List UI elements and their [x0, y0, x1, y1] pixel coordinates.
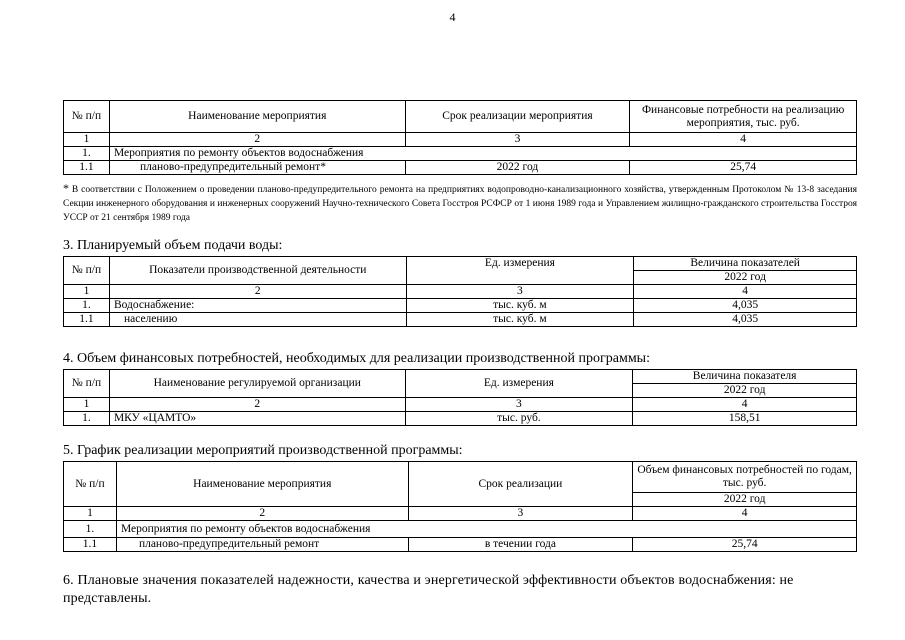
row-name: планово-предупредительный ремонт*	[109, 161, 405, 175]
numbering-cell: 2	[109, 398, 405, 412]
row-value: 25,74	[630, 161, 857, 175]
finance-table	[63, 369, 857, 426]
section-row	[64, 147, 857, 161]
schedule-table	[63, 461, 857, 552]
numbering-cell: 2	[109, 285, 406, 299]
numbering-cell: 3	[405, 398, 633, 412]
row-name: Водоснабжение:	[109, 299, 406, 313]
col-header-value: Величина показателя	[633, 370, 857, 384]
row-value: 4,035	[634, 313, 857, 327]
year-cell: 2022 год	[633, 384, 857, 398]
numbering-cell: 2	[109, 133, 405, 147]
row-unit: тыс. куб. м	[406, 299, 634, 313]
row-name: МКУ «ЦАМТО»	[109, 412, 405, 426]
col-header-finance: Объем финансовых потребностей по годам, тыс. руб.	[633, 462, 857, 493]
col-header-finance: Финансовые потребности на реализацию мероприятия, тыс. руб.	[630, 101, 857, 133]
row-num: 1.1	[64, 538, 117, 552]
table-row	[64, 412, 857, 426]
footnote-star: *	[63, 181, 69, 195]
table-row	[64, 299, 857, 313]
year-cell: 2022 год	[634, 271, 857, 285]
numbering-cell: 4	[633, 507, 857, 521]
row-term: 2022 год	[405, 161, 630, 175]
col-header-name: Наименование мероприятия	[109, 101, 405, 133]
col-header-value: Величина показателей	[634, 257, 857, 271]
col-header-num: № п/п	[64, 462, 117, 507]
numbering-cell: 2	[116, 507, 408, 521]
row-term: в течении года	[408, 538, 633, 552]
row-name: планово-предупредительный ремонт	[116, 538, 408, 552]
numbering-row	[64, 398, 857, 412]
table-row	[64, 313, 857, 327]
row-unit: тыс. куб. м	[406, 313, 634, 327]
table-row	[64, 161, 857, 175]
row-num: 1.	[64, 412, 110, 426]
section-title: Мероприятия по ремонту объектов водоснабжения	[116, 521, 856, 538]
col-header-term: Срок реализации мероприятия	[405, 101, 630, 133]
numbering-cell: 3	[406, 285, 634, 299]
numbering-cell: 4	[634, 285, 857, 299]
numbering-cell: 1	[64, 133, 110, 147]
col-header-unit: Ед. измерения	[405, 370, 633, 398]
row-num: 1.1	[64, 161, 110, 175]
numbering-row	[64, 133, 857, 147]
col-header-num: № п/п	[64, 257, 110, 285]
numbering-row	[64, 285, 857, 299]
footnote	[63, 181, 857, 225]
col-header-name: Наименование мероприятия	[116, 462, 408, 507]
row-value: 158,51	[633, 412, 857, 426]
row-unit: тыс. руб.	[405, 412, 633, 426]
numbering-cell: 1	[64, 398, 110, 412]
water-supply-table	[63, 256, 857, 327]
col-header-num: № п/п	[64, 370, 110, 398]
row-value: 4,035	[634, 299, 857, 313]
row-value: 25,74	[633, 538, 857, 552]
footnote-text: В соответствии с Положением о проведении планово-предупредительного ремонта на предприятиях водопроводно-канализационного хозяйства, утвержденным Протоколом № 13-8 заседания Секции инженерного оборудования и инженерных сооружений Научно-технического Совета Госстроя РСФСР от 1 июня 1989 года и Управлением жилищно-гражданского строительства Госстроя УССР от 21 сентября 1989 года	[63, 185, 857, 223]
section-3-heading: 3. Планируемый объем подачи воды:	[63, 238, 283, 253]
col-header-unit: Ед. измерения	[406, 257, 634, 285]
section-4-heading: 4. Объем финансовых потребностей, необходимых для реализации производственной программы:	[63, 351, 650, 366]
col-header-term: Срок реализации	[408, 462, 633, 507]
row-name: населению	[109, 313, 406, 327]
section-num: 1.	[64, 147, 110, 161]
row-num: 1.	[64, 299, 110, 313]
section-6-text: 6. Плановые значения показателей надежности, качества и энергетической эффективности объектов водоснабжения: не представлены.	[63, 573, 794, 606]
section-num: 1.	[64, 521, 117, 538]
col-header-indicators: Показатели производственной деятельности	[109, 257, 406, 285]
numbering-cell: 4	[633, 398, 857, 412]
numbering-cell: 3	[408, 507, 633, 521]
col-header-num: № п/п	[64, 101, 110, 133]
numbering-cell: 4	[630, 133, 857, 147]
numbering-cell: 1	[64, 507, 117, 521]
row-num: 1.1	[64, 313, 110, 327]
section-row	[64, 521, 857, 538]
table-row	[64, 538, 857, 552]
section-5-heading: 5. График реализации мероприятий производственной программы:	[63, 443, 463, 458]
section-title: Мероприятия по ремонту объектов водоснабжения	[109, 147, 856, 161]
page-number: 4	[449, 10, 456, 24]
numbering-cell: 3	[405, 133, 630, 147]
col-header-org: Наименование регулируемой организации	[109, 370, 405, 398]
year-cell: 2022 год	[633, 493, 857, 507]
numbering-cell: 1	[64, 285, 110, 299]
numbering-row	[64, 507, 857, 521]
measures-table	[63, 100, 857, 175]
